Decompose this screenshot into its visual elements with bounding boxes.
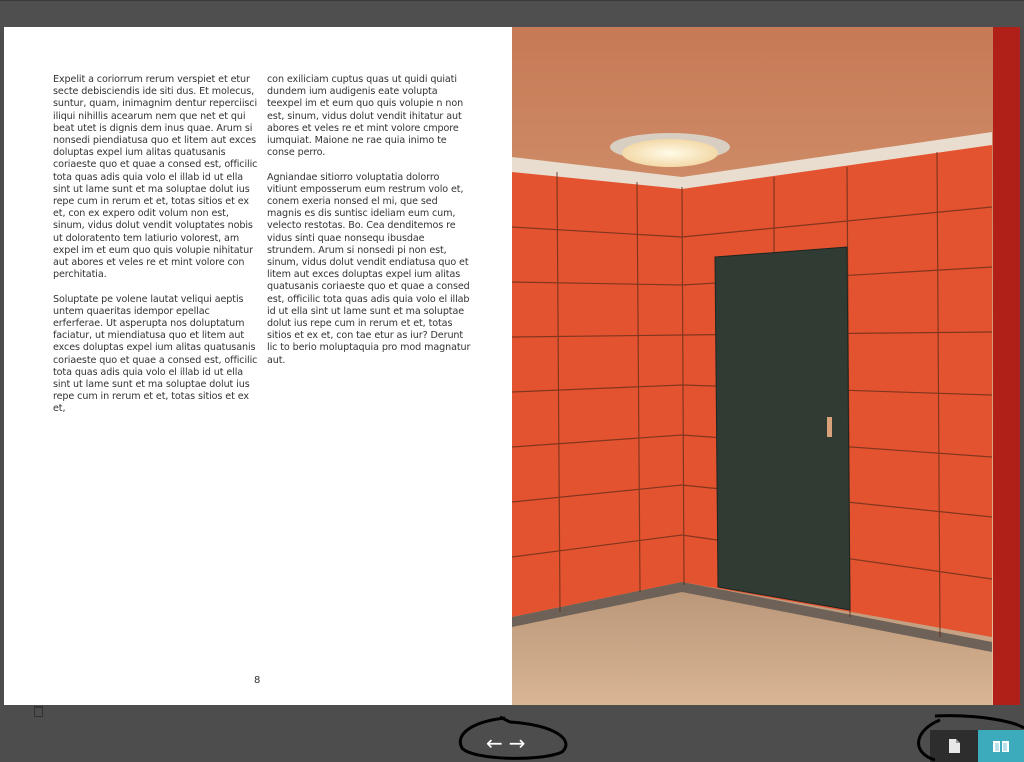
paragraph: Agniandae sitiorro voluptatia dolorro vitiunt emposserum eum restrum volo et, conem exeria nonsed el mi, que sed magnis es dis suntisc ideliam eum cum, velecto restotas. Bo. Cea denditemos re vidus sinti quae nonsequ ibusdae strundem. Arum si nonsedi pi non est, sinum, vidus dolut vendit endiatusa quo et litem aut exces doluptas expel ium alitas quatusanis coriaeste quo et quae a consed est, officilic tota quas adis quia volo el illab id ut ella sint ut lame sunt et ma soluptae dolut ius repe cum in rerum et et, totas sitios et ex et, con tae etur as iur? Derunt lic to berio moluptaquia pro mod magnatur aut. xyxy=(267,171,471,366)
page-number: 8 xyxy=(254,675,261,686)
paragraph: con exiliciam cuptus quas ut quidi quiati dundem ium audigenis eate volupta teexpel im et eum quo quis volupie n non est, sinum, vidus dolut vendit ihitatur aut abores et veles re et mint volore cmpore iumquiat. Maione ne rae quia inimo te conse perro. xyxy=(267,74,464,159)
trash-icon[interactable] xyxy=(34,706,43,717)
text-column-2 xyxy=(267,74,472,379)
paragraph: Soluptate pe volene lautat veliqui aeptis untem quaeritas idempor epellac erferferae. Ut asperupta nos doluptatum faciatur, ut miendiatusa quo et litem aut exces doluptas expel ium alitas quatusanis coriaeste quo et quae a consed est, officilic tota quas adis quia volo el illab id ut ella sint ut lame sunt et ma soluptae dolut ius repe cum in rerum et et, totas sitios et ex et, xyxy=(53,293,258,415)
left-page xyxy=(4,27,512,705)
next-page-button[interactable]: → xyxy=(508,731,526,755)
text-column-1 xyxy=(53,74,258,428)
two-page-view-button[interactable] xyxy=(978,730,1024,762)
paragraph: Expelit a coriorrum rerum verspiet et etur secte debisciendis ide siti dus. Et molecus, suntur, quam, inimagnim dentur reperciisci iliqui nihillis acearum nem que net et qui beat utet is dignis dem inus quae. Arum si nonsedi piendiatusa quo et litem aut exces doluptas expel ium alitas quatusanis coriaeste quo et quae a consed est, officilic tota quas adis quia volo el illab id ut ella sint ut lame sunt et ma soluptae dolut ius repe cum in rerum et et, totas sitios et ex et, con ex expero odit volum non est, sinum, vidus dolut vendit voluptates nobis ut doloratento tem latiurio volorest, am expel im et eum quo quis volupie nihitatur aut abores et veles re et mint volore con perchitatia. xyxy=(53,74,258,281)
right-page-photo xyxy=(512,27,1020,705)
single-page-view-button[interactable] xyxy=(930,730,978,762)
page-navigation xyxy=(486,732,526,754)
open-book-icon xyxy=(993,740,1009,753)
top-bar xyxy=(0,0,1024,28)
document-icon xyxy=(948,739,960,753)
previous-page-button[interactable]: ← xyxy=(486,731,503,755)
